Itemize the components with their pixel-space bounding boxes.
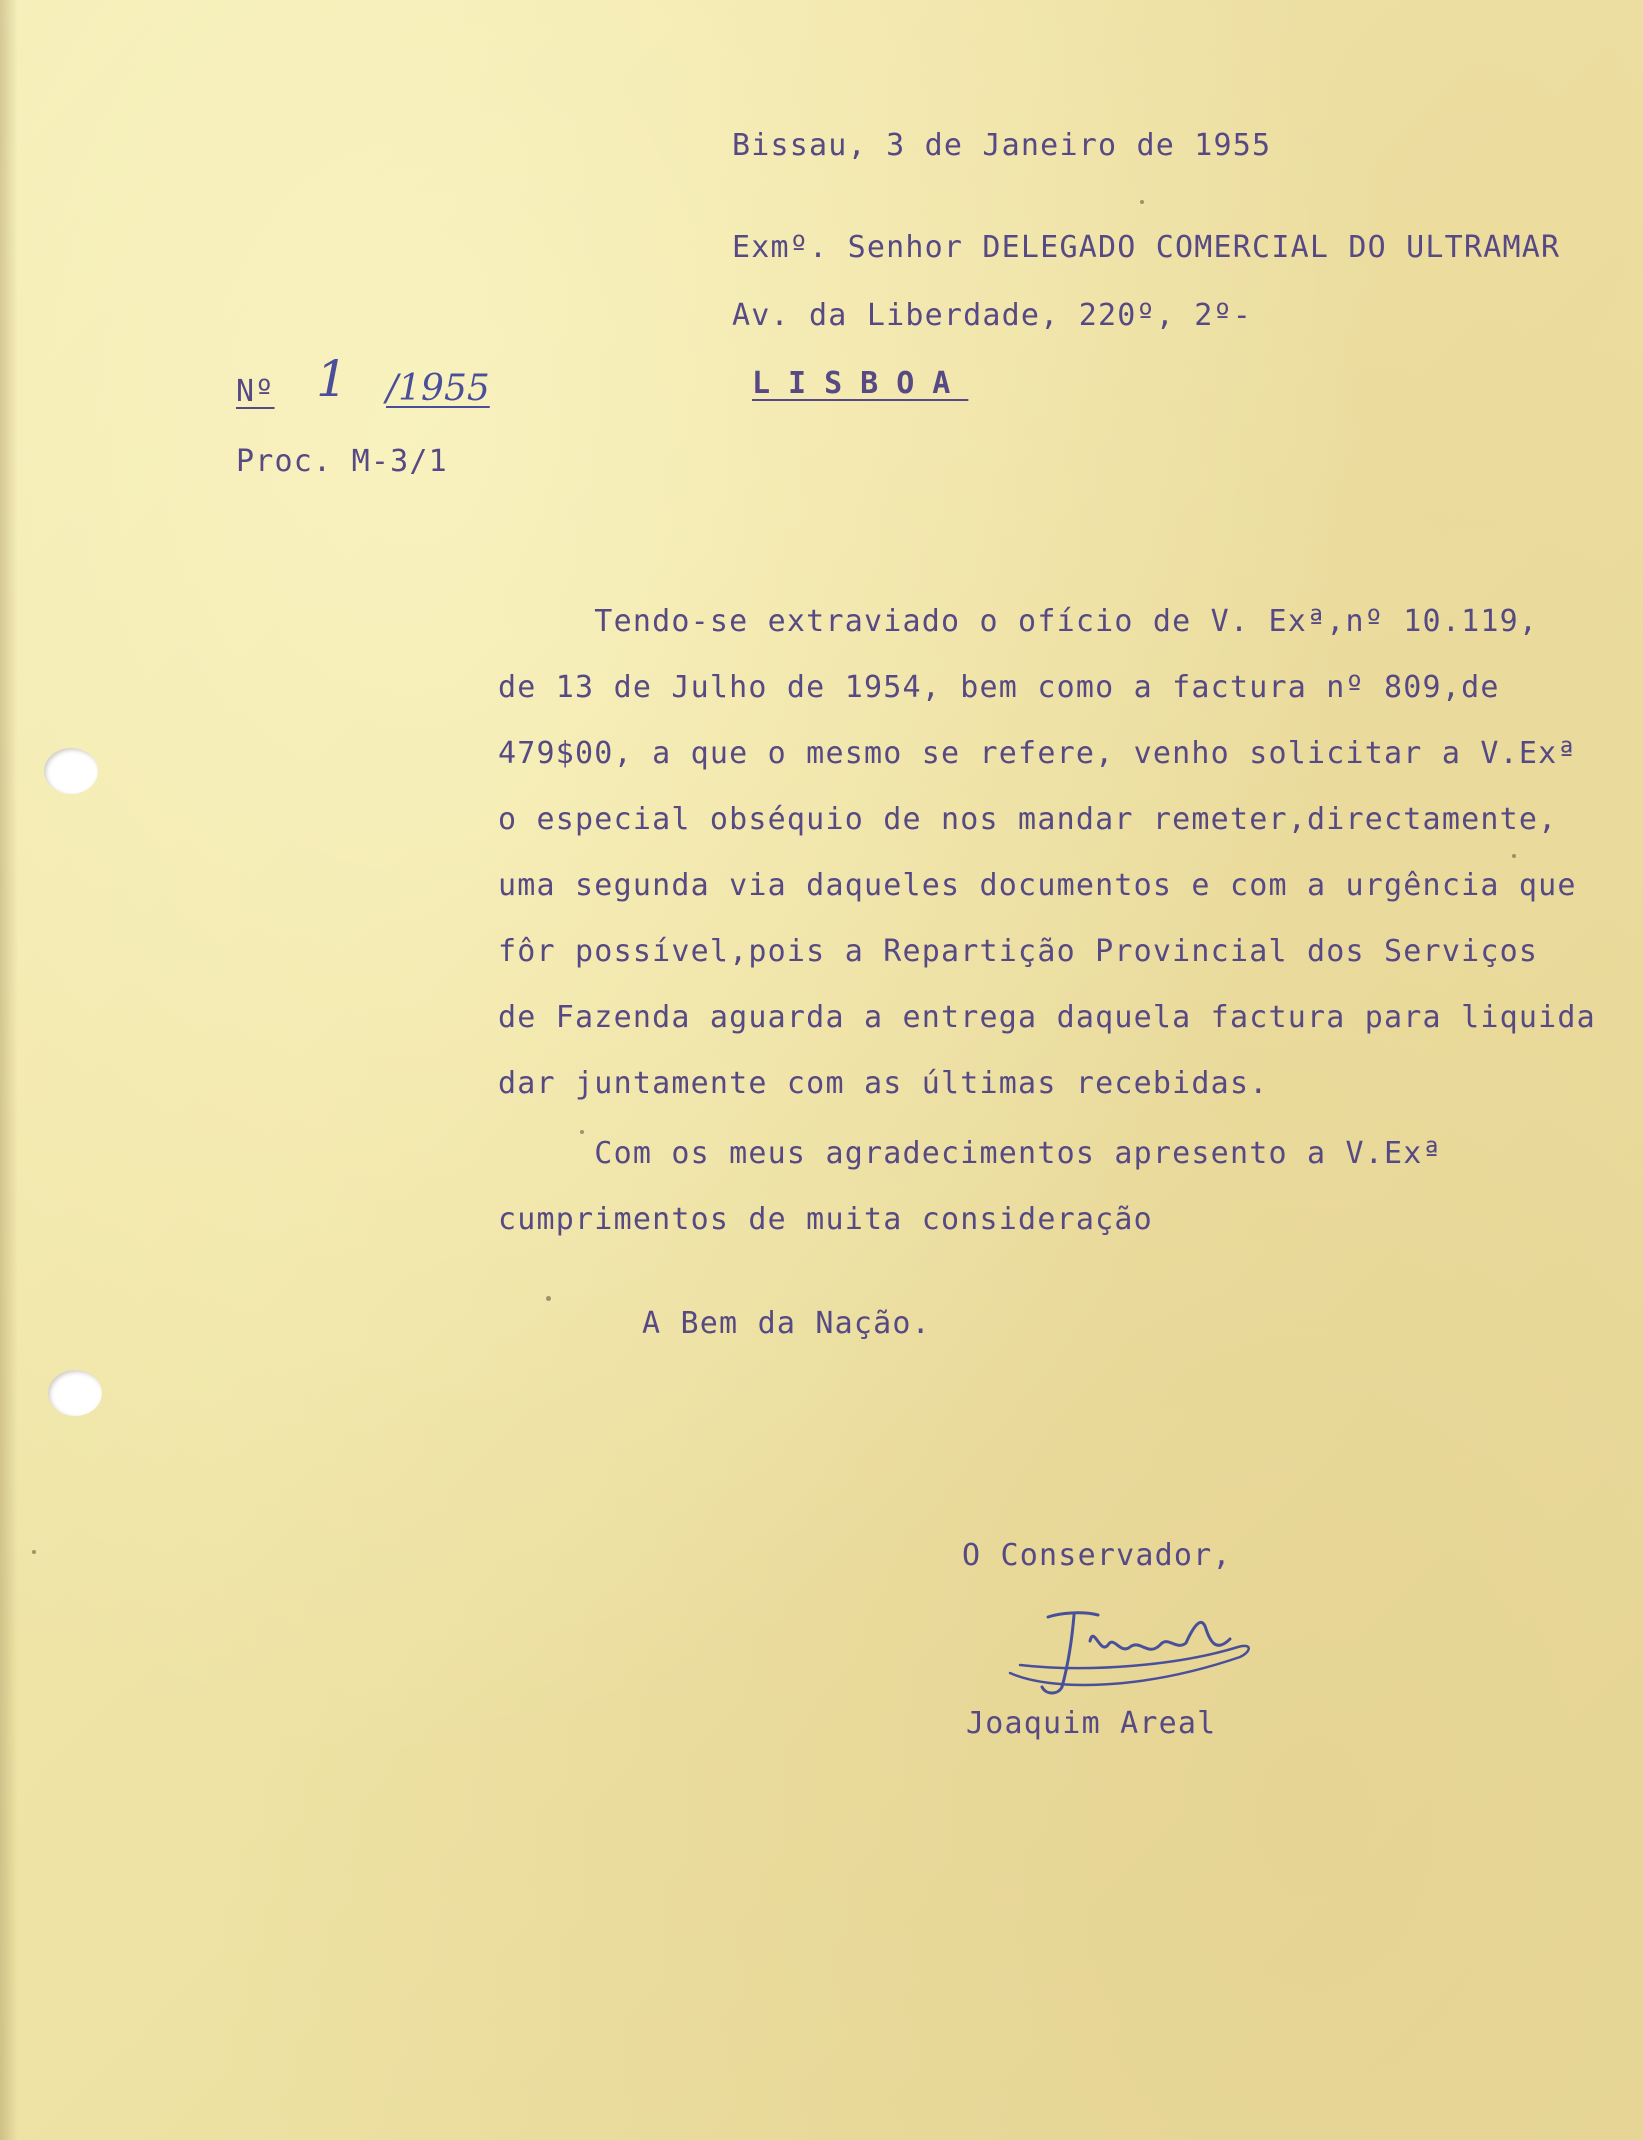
punch-hole-bottom bbox=[48, 1370, 102, 1416]
reference-number-label: Nº bbox=[236, 374, 275, 409]
recipient-line-2: Av. da Liberdade, 220º, 2º- bbox=[732, 298, 1253, 333]
signature-stroke bbox=[1042, 1613, 1098, 1693]
body-line: fôr possível,pois a Repartição Provincial dos Serviços bbox=[498, 934, 1539, 969]
body-line: de 13 de Julho de 1954, bem como a factura nº 809,de bbox=[498, 670, 1500, 705]
recipient-line-1: Exmº. Senhor DELEGADO COMERCIAL DO ULTRAMAR bbox=[732, 230, 1561, 265]
reference-number bbox=[236, 350, 490, 410]
body-line: dar juntamente com as últimas recebidas. bbox=[498, 1066, 1269, 1101]
signature-stroke bbox=[1090, 1622, 1230, 1649]
reference-number-value: 1 bbox=[316, 350, 348, 408]
body-line: Com os meus agradecimentos apresento a V.Exª bbox=[498, 1136, 1442, 1171]
body-line: 479$00, a que o mesmo se refere, venho solicitar a V.Exª bbox=[498, 736, 1577, 771]
paper-speck bbox=[32, 1550, 36, 1554]
paper-speck bbox=[1512, 854, 1516, 858]
signature bbox=[990, 1595, 1270, 1715]
signature-flourish bbox=[1010, 1646, 1249, 1685]
place-date: Bissau, 3 de Janeiro de 1955 bbox=[732, 128, 1272, 163]
punch-hole-top bbox=[44, 748, 98, 794]
reference-number-year: /1955 bbox=[386, 368, 490, 409]
body-line: o especial obséquio de nos mandar remeter,directamente, bbox=[498, 802, 1558, 837]
paper-speck bbox=[580, 1130, 584, 1134]
signatory-name: Joaquim Areal bbox=[966, 1706, 1217, 1741]
body-line: Tendo-se extraviado o ofício de V. Exª,nº 10.119, bbox=[498, 604, 1539, 639]
body-line: uma segunda via daqueles documentos e com a urgência que bbox=[498, 868, 1577, 903]
body-line: de Fazenda aguarda a entrega daquela factura para liquida bbox=[498, 1000, 1596, 1035]
paper-speck bbox=[1140, 200, 1144, 204]
paper-edge-shadow bbox=[0, 0, 18, 2140]
closing-title: O Conservador, bbox=[962, 1538, 1232, 1573]
process-reference: Proc. M-3/1 bbox=[236, 444, 448, 479]
paper-speck bbox=[546, 1296, 551, 1301]
recipient-city: LISBOA bbox=[752, 366, 969, 401]
salutation: A Bem da Nação. bbox=[642, 1306, 931, 1341]
body-line: cumprimentos de muita consideração bbox=[498, 1202, 1153, 1237]
